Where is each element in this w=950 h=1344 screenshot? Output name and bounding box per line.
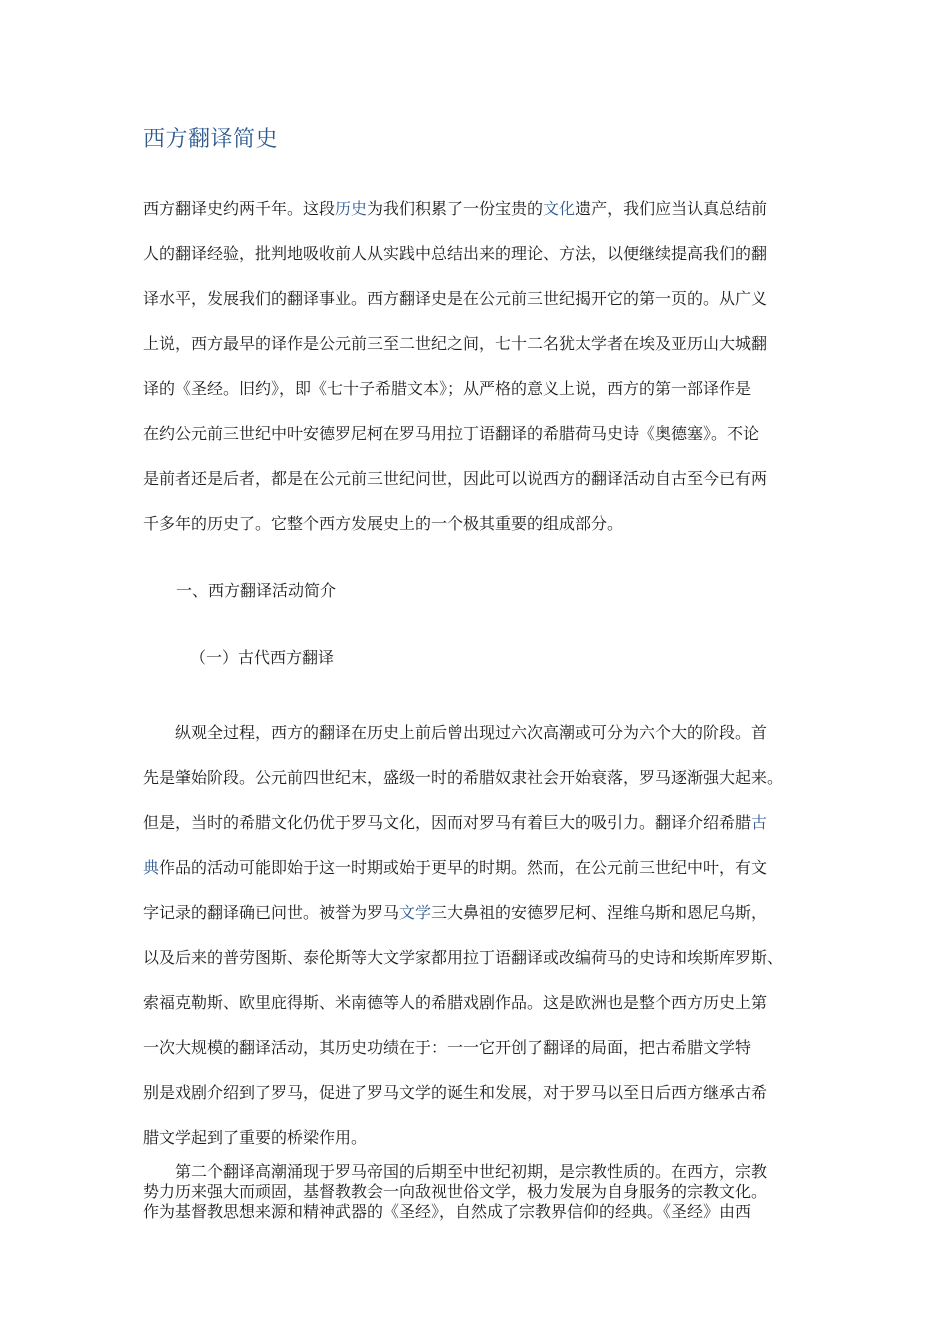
text-run: 但是，当时的希腊文化仍优于罗马文化，因而对罗马有着巨大的吸引力。翻译介绍希腊 [143,813,752,832]
history-link[interactable]: 历史 [335,199,368,218]
text-line: 上说，西方最早的译作是公元前三至二世纪之间，七十二名犹太学者在埃及亚历山大城翻 [143,334,768,353]
section-heading: 一、西方翻译活动简介 [176,581,337,600]
text-line [143,845,811,890]
text-line: 别是戏剧介绍到了罗马，促进了罗马文学的诞生和发展，对于罗马以至日后西方继承古希 [143,1083,768,1102]
text-line: 一次大规模的翻译活动，其历史功绩在于：一一它开创了翻译的局面，把古希腊文学特 [143,1038,752,1057]
classic-link-cont[interactable]: 典 [143,858,160,877]
text-line: 第二个翻译高潮涌现于罗马帝国的后期至中世纪初期，是宗教性质的。在西方，宗教 [175,1162,768,1181]
text-run: 为我们积累了一份宝贵的 [367,199,544,218]
text-line: 译的《圣经。旧约》，即《七十子希腊文本》；从严格的意义上说，西方的第一部译作是 [143,379,752,398]
text-line: 千多年的历史了。它整个西方发展史上的一个极其重要的组成部分。 [143,514,624,533]
subsection-heading: （一）古代西方翻译 [190,648,335,667]
second-wave-paragraph [143,1162,811,1222]
text-run: 作品的活动可能即始于这一时期或始于更早的时期。然而，在公元前三世纪中叶，有文 [159,858,768,877]
classic-link[interactable]: 古 [751,813,768,832]
text-line: 先是肇始阶段。公元前四世纪末，盛级一时的希腊奴隶社会开始衰落，罗马逐渐强大起来。 [143,768,784,787]
culture-link[interactable]: 文化 [543,199,576,218]
text-line [143,186,811,231]
text-line: 是前者还是后者，都是在公元前三世纪问世，因此可以说西方的翻译活动自古至今已有两 [143,469,768,488]
document-title: 西方翻译简史 [143,127,279,152]
text-line: 势力历来强大而顽固，基督教教会一向敌视世俗文学，极力发展为自身服务的宗教文化。 [143,1182,768,1201]
text-line: 在约公元前三世纪中叶安德罗尼柯在罗马用拉丁语翻译的希腊荷马史诗《奥德塞》。不论 [143,424,760,443]
text-line [143,800,811,845]
text-line: 腊文学起到了重要的桥梁作用。 [143,1128,368,1147]
text-line: 纵观全过程，西方的翻译在历史上前后曾出现过六次高潮或可分为六个大的阶段。首 [175,723,768,742]
ancient-translation-paragraph [143,710,811,1160]
text-run: 字记录的翻译确已问世。被誉为罗马 [143,903,400,922]
text-line: 以及后来的普劳图斯、泰伦斯等大文学家都用拉丁语翻译或改编荷马的史诗和埃斯库罗斯、 [143,948,784,967]
literature-link[interactable]: 文学 [399,903,432,922]
text-line: 索福克勒斯、欧里庇得斯、米南德等人的希腊戏剧作品。这是欧洲也是整个西方历史上第 [143,993,768,1012]
text-line [143,890,811,935]
text-run: 西方翻译史约两千年。这段 [143,199,336,218]
text-line: 译水平，发展我们的翻译事业。西方翻译史是在公元前三世纪揭开它的第一页的。从广义 [143,289,768,308]
text-line: 作为基督教思想来源和精神武器的《圣经》，自然成了宗教界信仰的经典。《圣经》由西 [143,1202,752,1221]
text-line: 人的翻译经验，批判地吸收前人从实践中总结出来的理论、方法，以便继续提高我们的翻 [143,244,768,263]
text-run: 遗产，我们应当认真总结前 [575,199,768,218]
text-run: 三大鼻祖的安德罗尼柯、涅维乌斯和恩尼乌斯， [431,903,768,922]
intro-paragraph [143,186,811,546]
